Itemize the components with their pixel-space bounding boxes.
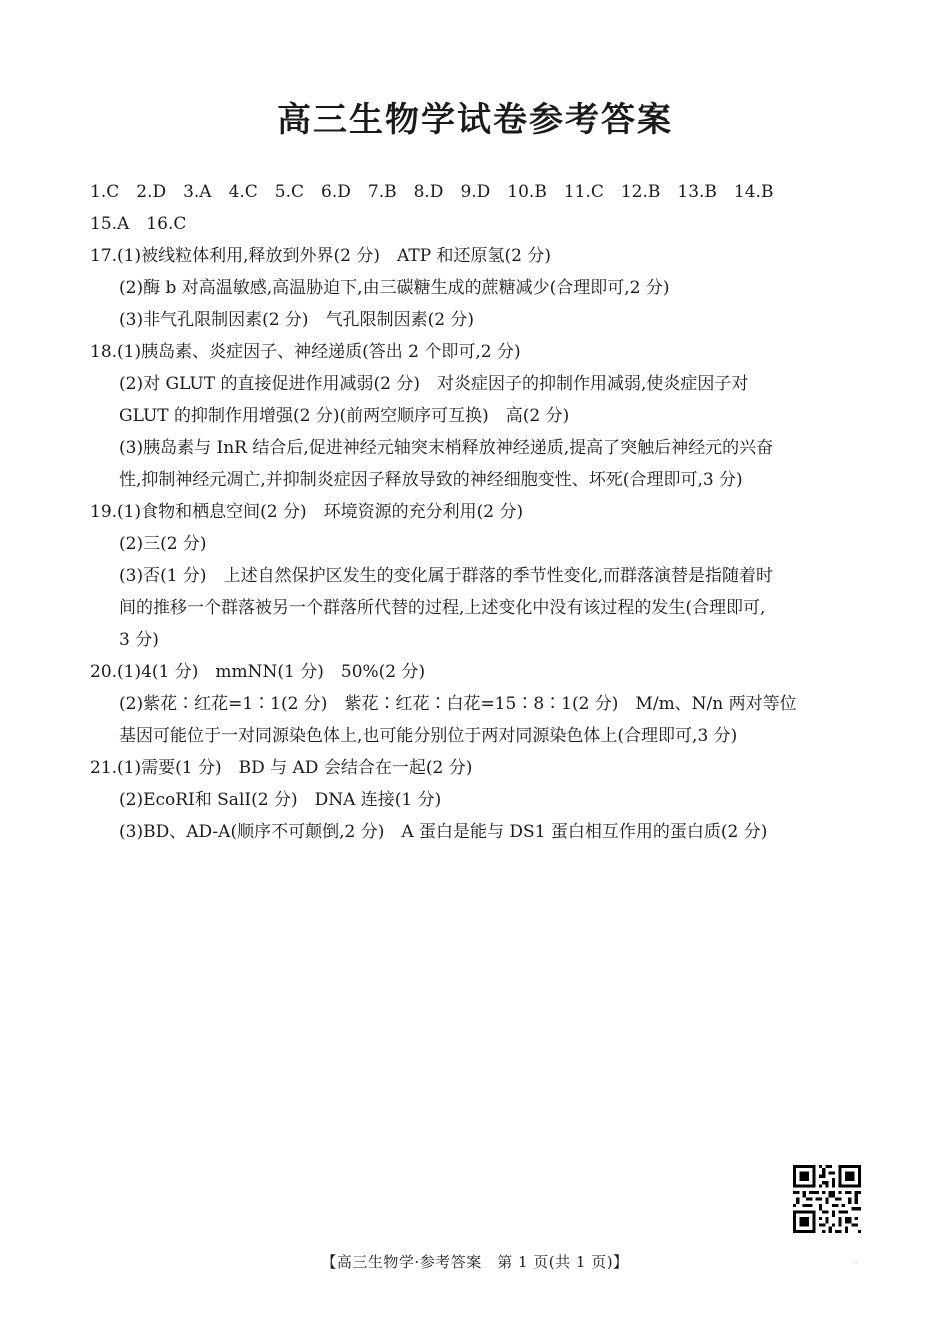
q19-part-3-line-1: (3)否(1 分) 上述自然保护区发生的变化属于群落的季节性变化,而群落演替是指随着时 (119, 566, 773, 586)
q18-part-2-line-1: (2)对 GLUT 的直接促进作用减弱(2 分) 对炎症因子的抑制作用减弱,使炎症因子对 (119, 374, 749, 394)
q20-part-2-line-2: 基因可能位于一对同源染色体上,也可能分别位于两对同源染色体上(合理即可,3 分) (119, 726, 738, 746)
qr-code (793, 1165, 861, 1233)
q20-part-1: 20.(1)4(1 分) mmNN(1 分) 50%(2 分) (90, 662, 426, 682)
q19-part-1: 19.(1)食物和栖息空间(2 分) 环境资源的充分利用(2 分) (90, 502, 524, 522)
q21-part-2: (2)EcoRⅠ和 SalⅠ(2 分) DNA 连接(1 分) (119, 790, 442, 810)
q19-part-3-line-3: 3 分) (119, 630, 159, 650)
q19-part-3-line-2: 间的推移一个群落被另一个群落所代替的过程,上述变化中没有该过程的发生(合理即可, (119, 598, 766, 618)
mc-answers-row-1: 1.C 2.D 3.A 4.C 5.C 6.D 7.B 8.D 9.D 10.B 11.C 12.B 13.B 14.B (90, 182, 774, 202)
q18-part-3-line-1: (3)胰岛素与 InR 结合后,促进神经元轴突末梢释放神经递质,提高了突触后神经元的兴奋 (119, 438, 774, 458)
q18-part-3-line-2: 性,抑制神经元凋亡,并抑制炎症因子释放导致的神经细胞变性、坏死(合理即可,3 分) (119, 470, 743, 490)
page-title: 高三生物学试卷参考答案 (277, 100, 673, 140)
q18-part-2-line-2: GLUT 的抑制作用增强(2 分)(前两空顺序可互换) 高(2 分) (119, 406, 570, 426)
corner-mark: ·· (853, 1258, 859, 1267)
q20-part-2-line-1: (2)紫花∶红花=1∶1(2 分) 紫花∶红花∶白花=15∶8∶1(2 分) M/m、N/n 两对等位 (119, 694, 797, 714)
q19-part-2: (2)三(2 分) (119, 534, 207, 554)
q21-part-3: (3)BD、AD-A(顺序不可颠倒,2 分) A 蛋白是能与 DS1 蛋白相互作用的蛋白质(2 分) (119, 822, 768, 842)
mc-answers-row-2: 15.A 16.C (90, 214, 187, 234)
q17-part-1: 17.(1)被线粒体利用,释放到外界(2 分) ATP 和还原氢(2 分) (90, 246, 552, 266)
q18-part-1: 18.(1)胰岛素、炎症因子、神经递质(答出 2 个即可,2 分) (90, 342, 521, 362)
q21-part-1: 21.(1)需要(1 分) BD 与 AD 会结合在一起(2 分) (90, 758, 473, 778)
q17-part-3: (3)非气孔限制因素(2 分) 气孔限制因素(2 分) (119, 310, 475, 330)
q17-part-2: (2)酶 b 对高温敏感,高温胁迫下,由三碳糖生成的蔗糖减少(合理即可,2 分) (119, 278, 670, 298)
page-footer: 【高三生物学·参考答案 第 1 页(共 1 页)】 (321, 1253, 629, 1271)
